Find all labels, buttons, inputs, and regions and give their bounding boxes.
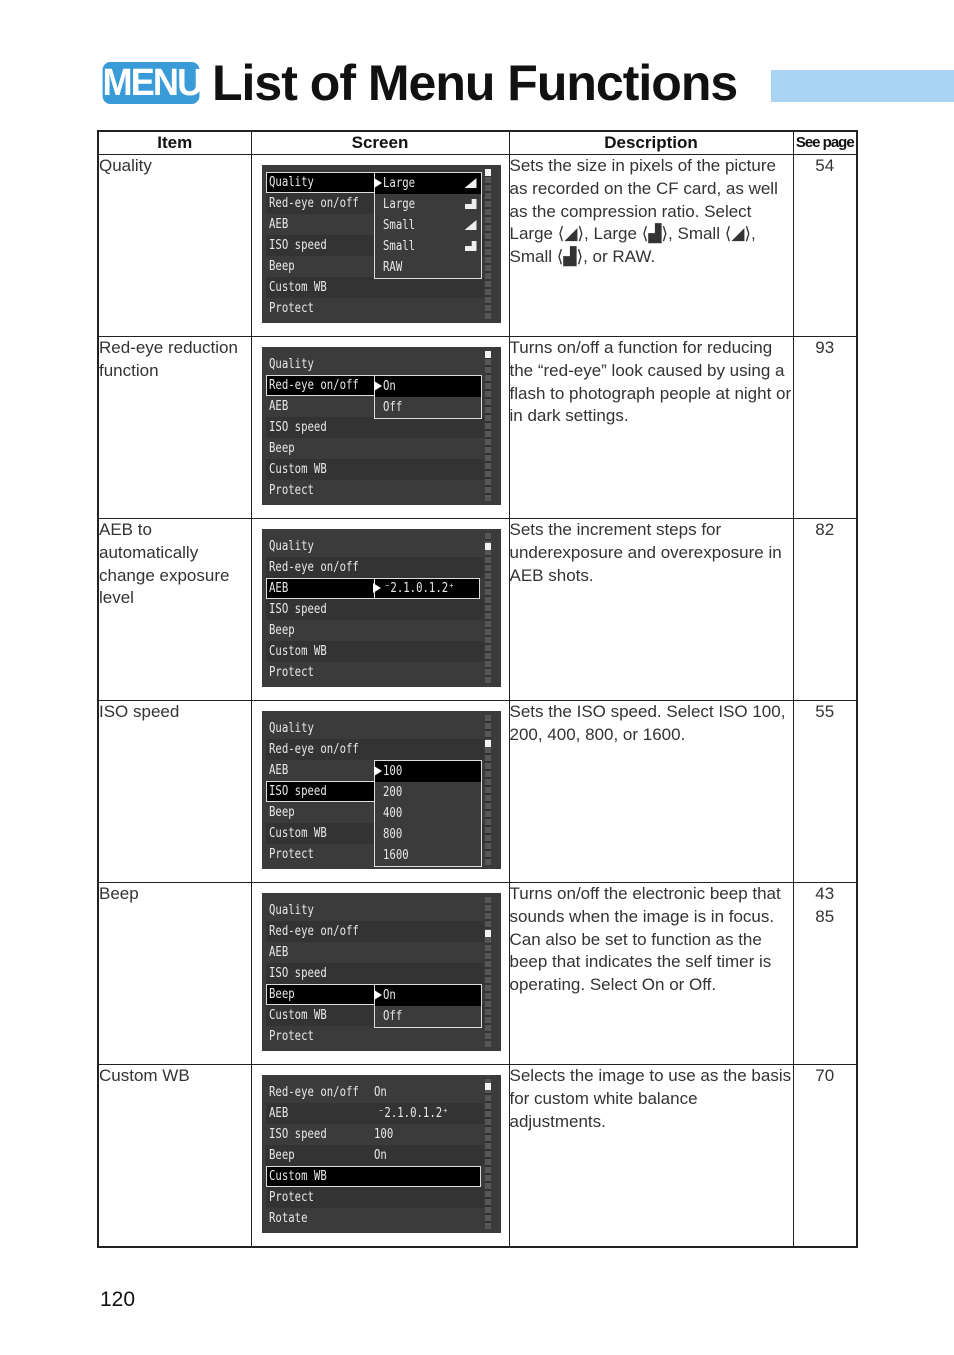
scrollbar — [485, 533, 491, 683]
lcd-screen-custom-wb — [262, 1075, 501, 1233]
lcd-label: 1600 — [382, 848, 409, 863]
menu-row — [266, 641, 484, 662]
see-page-cell: 70 — [793, 1065, 857, 1248]
title-decoration-bar — [771, 70, 954, 102]
lcd-label: 100 — [373, 1127, 393, 1142]
scroll-thumb — [485, 740, 491, 747]
lcd-label: Small — [382, 218, 415, 233]
option-item — [375, 782, 481, 803]
option-item — [375, 397, 481, 418]
lcd-label: ⁻2.1.0.1.2⁺ — [377, 1106, 449, 1121]
table-row — [98, 883, 857, 1065]
table-row — [98, 155, 857, 337]
column-header-description: Description — [509, 131, 793, 155]
item-cell: AEB to automatically change exposure level — [98, 519, 251, 701]
menu-row — [266, 963, 484, 984]
description-cell: Sets the increment steps for underexposure and overexposure in AEB shots. — [509, 519, 793, 701]
lcd-label: Beep — [268, 441, 295, 456]
option-item — [375, 985, 481, 1006]
lcd-screen-red-eye — [262, 347, 501, 505]
menu-row — [266, 662, 484, 683]
screen-cell — [251, 155, 509, 337]
selector-arrow-icon — [374, 990, 382, 1000]
option-item — [375, 803, 481, 824]
lcd-label: Quality — [268, 175, 314, 190]
table-row — [98, 1065, 857, 1248]
lcd-label: On — [373, 1148, 387, 1163]
menu-row — [266, 620, 484, 641]
lcd-label: Red-eye on/off — [268, 196, 359, 211]
table-row — [98, 337, 857, 519]
lcd-label: AEB — [268, 763, 288, 778]
title-row — [100, 55, 954, 111]
screen-cell — [251, 1065, 509, 1248]
lcd-label: Red-eye on/off — [268, 742, 359, 757]
item-cell: Beep — [98, 883, 251, 1065]
lcd-label: Custom WB — [268, 1008, 327, 1023]
description-cell: Selects the image to use as the basis for custom white balance adjustments. — [509, 1065, 793, 1248]
lcd-label: Red-eye on/off — [268, 924, 359, 939]
option-item — [375, 194, 481, 215]
menu-row — [266, 438, 484, 459]
menu-row — [266, 480, 484, 501]
lcd-label: 800 — [382, 827, 402, 842]
column-header-screen: Screen — [251, 131, 509, 155]
selector-arrow-icon — [374, 178, 382, 188]
lcd-label: ISO speed — [268, 420, 327, 435]
item-cell: Quality — [98, 155, 251, 337]
lcd-label: Red-eye on/off — [268, 378, 359, 393]
lcd-label: Small — [382, 239, 415, 254]
item-cell: Custom WB — [98, 1065, 251, 1248]
lcd-label: Protect — [268, 847, 314, 862]
lcd-label: 400 — [382, 806, 402, 821]
lcd-label: Protect — [268, 1029, 314, 1044]
lcd-label: Red-eye on/off — [268, 1085, 359, 1100]
lcd-label: ⁻2.1.0.1.2⁺ — [383, 581, 455, 596]
menu-row — [266, 1145, 484, 1166]
lcd-label: Quality — [268, 357, 314, 372]
menu-row — [266, 536, 484, 557]
scrollbar — [485, 169, 491, 319]
options-popup — [374, 172, 482, 279]
scroll-thumb — [485, 1083, 491, 1090]
menu-row — [266, 298, 484, 319]
lcd-label: Custom WB — [268, 280, 327, 295]
lcd-label: Beep — [268, 1148, 295, 1163]
scroll-thumb — [485, 930, 491, 937]
lcd-screen-iso — [262, 711, 501, 869]
option-item — [375, 761, 481, 782]
description-cell: Sets the size in pixels of the picture as recorded on the CF card, as well as the compression ratio. Select Large ⟨◢⟩, Large ⟨▟⟩, Small ⟨◢⟩, Small ⟨▟⟩, or RAW. — [509, 155, 793, 337]
menu-row — [266, 1166, 481, 1187]
page-number: 120 — [100, 1288, 136, 1311]
menu-row — [266, 277, 484, 298]
lcd-label: Protect — [268, 665, 314, 680]
see-page-cell: 54 — [793, 155, 857, 337]
lcd-label: AEB — [268, 399, 288, 414]
scroll-thumb — [485, 169, 491, 176]
menu-row — [266, 1124, 484, 1145]
lcd-label: Protect — [268, 1190, 314, 1205]
option-item — [375, 824, 481, 845]
lcd-label: On — [373, 1085, 387, 1100]
lcd-label: Protect — [268, 301, 314, 316]
menu-row — [266, 739, 484, 760]
menu-row — [266, 984, 376, 1005]
options-popup — [374, 375, 482, 419]
lcd-label: Beep — [268, 987, 295, 1002]
option-item — [375, 1006, 481, 1027]
scrollbar — [485, 351, 491, 501]
description-cell: Turns on/off a function for reducing the “red-eye” look caused by using a flash to photograph people at night or in dark settings. — [509, 337, 793, 519]
option-item — [375, 376, 481, 397]
aeb-value-field — [374, 578, 480, 599]
menu-row — [266, 417, 484, 438]
lcd-label: Rotate — [268, 1211, 308, 1226]
quality-fine-icon — [465, 178, 477, 188]
lcd-label: On — [382, 379, 396, 394]
lcd-screen-beep — [262, 893, 501, 1051]
menu-row — [266, 375, 376, 396]
lcd-label: Off — [382, 400, 402, 415]
lcd-label: Quality — [268, 903, 314, 918]
see-page-cell: 93 — [793, 337, 857, 519]
lcd-label: Beep — [268, 259, 295, 274]
menu-row — [266, 900, 484, 921]
see-page-cell: 82 — [793, 519, 857, 701]
table-row — [98, 519, 857, 701]
menu-row — [266, 942, 484, 963]
quality-normal-icon — [465, 241, 477, 251]
menu-row — [266, 1187, 484, 1208]
quality-fine-icon — [465, 220, 477, 230]
item-cell: ISO speed — [98, 701, 251, 883]
table-header-row — [98, 131, 857, 155]
menu-badge: MENU — [102, 62, 202, 104]
option-item — [375, 173, 481, 194]
selector-arrow-icon — [374, 766, 382, 776]
lcd-label: On — [382, 988, 396, 1003]
menu-row — [266, 459, 484, 480]
lcd-label: ISO speed — [268, 966, 327, 981]
menu-row — [266, 578, 376, 599]
lcd-label: Quality — [268, 539, 314, 554]
menu-row — [266, 1026, 484, 1047]
menu-row — [266, 1103, 484, 1124]
lcd-label: Custom WB — [268, 1169, 327, 1184]
lcd-label: Large — [382, 197, 415, 212]
screen-cell — [251, 701, 509, 883]
menu-row — [266, 599, 484, 620]
screen-cell — [251, 519, 509, 701]
see-page-cell: 55 — [793, 701, 857, 883]
lcd-screen-quality — [262, 165, 501, 323]
lcd-label: AEB — [268, 581, 288, 596]
lcd-label: AEB — [268, 945, 288, 960]
lcd-label: Custom WB — [268, 644, 327, 659]
screen-cell — [251, 883, 509, 1065]
quality-normal-icon — [465, 199, 477, 209]
scroll-thumb — [485, 351, 491, 358]
menu-row — [266, 1208, 484, 1229]
menu-row — [266, 354, 484, 375]
lcd-label: 100 — [382, 764, 402, 779]
lcd-label: AEB — [268, 217, 288, 232]
menu-functions-table — [97, 130, 858, 1248]
lcd-screen-aeb — [262, 529, 501, 687]
lcd-label: Custom WB — [268, 462, 327, 477]
page-title: List of Menu Functions — [212, 55, 738, 111]
table-row — [98, 701, 857, 883]
screen-cell — [251, 337, 509, 519]
lcd-label: Off — [382, 1009, 402, 1024]
lcd-label: Beep — [268, 623, 295, 638]
scroll-thumb — [485, 543, 491, 550]
menu-row — [266, 172, 376, 193]
option-item — [375, 257, 481, 278]
lcd-label: Protect — [268, 483, 314, 498]
lcd-label: ISO speed — [268, 784, 327, 799]
option-item — [375, 236, 481, 257]
options-popup — [374, 760, 482, 867]
option-item — [375, 215, 481, 236]
see-page-cell: 43 85 — [793, 883, 857, 1065]
lcd-label: Beep — [268, 805, 295, 820]
option-item — [375, 845, 481, 866]
item-cell: Red-eye reduction function — [98, 337, 251, 519]
lcd-label: ISO speed — [268, 238, 327, 253]
lcd-label: RAW — [382, 260, 402, 275]
lcd-label: Custom WB — [268, 826, 327, 841]
lcd-label: ISO speed — [268, 1127, 327, 1142]
menu-row — [266, 1082, 484, 1103]
menu-row — [266, 921, 484, 942]
menu-row — [266, 781, 376, 802]
lcd-label: ISO speed — [268, 602, 327, 617]
selector-arrow-icon — [373, 583, 381, 593]
lcd-label: Red-eye on/off — [268, 560, 359, 575]
lcd-label: Large — [382, 176, 415, 191]
selector-arrow-icon — [374, 381, 382, 391]
column-header-item: Item — [98, 131, 251, 155]
menu-row — [266, 718, 484, 739]
description-cell: Sets the ISO speed. Select ISO 100, 200, 400, 800, or 1600. — [509, 701, 793, 883]
scrollbar — [485, 897, 491, 1047]
scrollbar — [485, 715, 491, 865]
scrollbar — [485, 1079, 491, 1229]
description-cell: Turns on/off the electronic beep that sounds when the image is in focus. Can also be set to function as the beep that indicates the self timer is operating. Select On or Off. — [509, 883, 793, 1065]
options-popup — [374, 984, 482, 1028]
lcd-label: Quality — [268, 721, 314, 736]
column-header-see-page: See page — [793, 131, 857, 155]
menu-row — [266, 557, 484, 578]
lcd-label: 200 — [382, 785, 402, 800]
lcd-label: AEB — [268, 1106, 288, 1121]
